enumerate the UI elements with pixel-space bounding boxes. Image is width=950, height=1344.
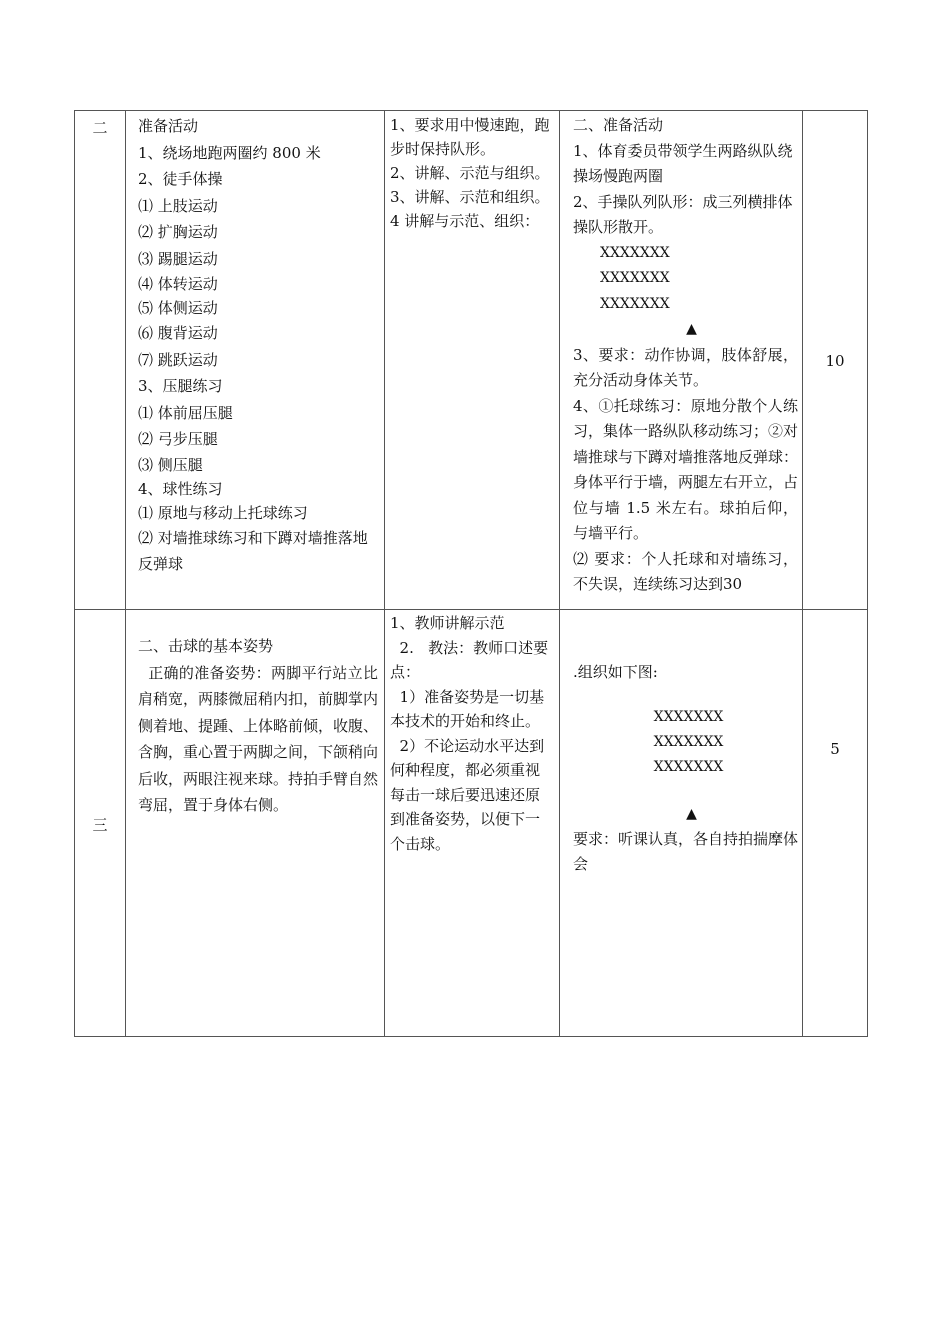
content-line: ⑶ 踢腿运动 <box>138 249 218 268</box>
organization-intro: .组织如下图: <box>573 663 658 681</box>
teacher-line: 2、讲解、示范与组织。 <box>390 164 550 182</box>
teacher-line: 1、教师讲解示范 <box>390 614 505 632</box>
teacher-line: 2. 教法：教师口述要点： <box>390 638 549 681</box>
organization-line: 4、①托球练习：原地分散个人练习，集体一路纵队移动练习；②对墙推球与下蹲对墙推落地反弹球：身体平行于墙，两腿左右开立，占位与墙 1.5 米左右。球拍后仰，与墙平行。 <box>573 396 798 542</box>
teacher-position-marker: ▲ <box>686 806 697 822</box>
content-cell-warmup <box>138 113 378 607</box>
content-line: ⑶ 侧压腿 <box>138 455 203 474</box>
formation-row: XXXXXXX <box>653 759 724 775</box>
teacher-position-marker: ▲ <box>686 321 697 337</box>
teacher-cell-stance <box>390 611 552 1031</box>
content-line: 1、绕场地跑两圈约 800 米 <box>138 143 321 162</box>
content-line: ⑵ 对墙推球练习和下蹲对墙推落地反弹球 <box>138 528 368 573</box>
organization-heading: 二、准备活动 <box>573 116 664 134</box>
section-cell-3 <box>75 812 125 842</box>
organization-line: ⑵ 要求：个人托球和对墙练习，不失误，连续练习达到30 <box>573 549 798 593</box>
time-cell-stance <box>803 736 867 766</box>
teacher-line: 1、要求用中慢速跑，跑步时保持队形。 <box>390 116 550 158</box>
content-line: 4、球性练习 <box>138 479 223 498</box>
column-divider-1 <box>125 110 126 1037</box>
formation-row: XXXXXXX <box>600 270 670 286</box>
formation-row: XXXXXXX <box>653 734 724 750</box>
formation-row: XXXXXXX <box>600 244 670 261</box>
organization-requirement: 要求：听课认真，各自持拍揣摩体会 <box>573 830 798 873</box>
column-divider-4 <box>802 110 803 1037</box>
content-line: ⑴ 体前屈压腿 <box>138 403 233 422</box>
time-cell-warmup <box>803 348 867 378</box>
content-paragraph: 正确的准备姿势：两脚平行站立比肩稍宽，两膝微屈稍内扣，前脚掌内侧着地、提踵、上体略前倾，收腹、含胸，重心置于两脚之间，下颌稍向后收，两眼注视来球。持拍手臂自然弯屈，置于身体右侧。 <box>138 663 378 814</box>
section-cell-2 <box>75 111 125 609</box>
teacher-line: 1）准备姿势是一切基本技术的开始和终止。 <box>390 687 545 730</box>
organization-cell-warmup <box>573 113 798 609</box>
teacher-line: 3、讲解、示范和组织。4 讲解与示范、组织： <box>390 188 550 230</box>
table-top-border <box>74 110 868 111</box>
formation-row: XXXXXXX <box>653 709 724 725</box>
content-line: ⑷ 体转运动 <box>138 275 218 293</box>
organization-line: 2、手操队列队形：成三列横排体操队形散开。 <box>573 192 793 236</box>
content-line: 2、徒手体操 <box>138 170 223 188</box>
content-heading: 二、击球的基本姿势 <box>138 637 274 655</box>
organization-line: 1、体育委员带领学生两路纵队绕操场慢跑两圈 <box>573 141 793 185</box>
table-right-border <box>867 110 868 1037</box>
content-line: ⑵ 扩胸运动 <box>138 223 218 241</box>
column-divider-2 <box>384 110 385 1037</box>
content-cell-stance <box>138 633 378 1033</box>
teacher-cell-warmup <box>390 113 550 607</box>
content-line: ⑸ 体侧运动 <box>138 299 218 317</box>
organization-cell-stance <box>573 660 798 1030</box>
section-label: 三 <box>92 816 108 834</box>
content-line: ⑺ 跳跃运动 <box>138 350 218 369</box>
time-minutes: 10 <box>825 352 845 370</box>
organization-line: 3、要求：动作协调，肢体舒展，充分活动身体关节。 <box>573 345 798 389</box>
section-label: 二 <box>92 119 108 137</box>
content-line: ⑵ 弓步压腿 <box>138 430 218 448</box>
table-bottom-border <box>74 1036 868 1037</box>
content-line: 3、压腿练习 <box>138 377 223 395</box>
content-line: ⑹ 腹背运动 <box>138 324 218 342</box>
content-line: ⑴ 上肢运动 <box>138 196 218 215</box>
content-line: ⑴ 原地与移动上托球练习 <box>138 503 308 522</box>
row-divider <box>74 609 868 610</box>
column-divider-3 <box>559 110 560 1037</box>
teacher-line: 2）不论运动水平达到何种程度，都必须重视每击一球后要迅速还原到准备姿势，以便下一个击球。 <box>390 736 545 853</box>
formation-row: XXXXXXX <box>600 295 670 312</box>
time-minutes: 5 <box>830 740 840 758</box>
content-heading: 准备活动 <box>138 117 199 135</box>
